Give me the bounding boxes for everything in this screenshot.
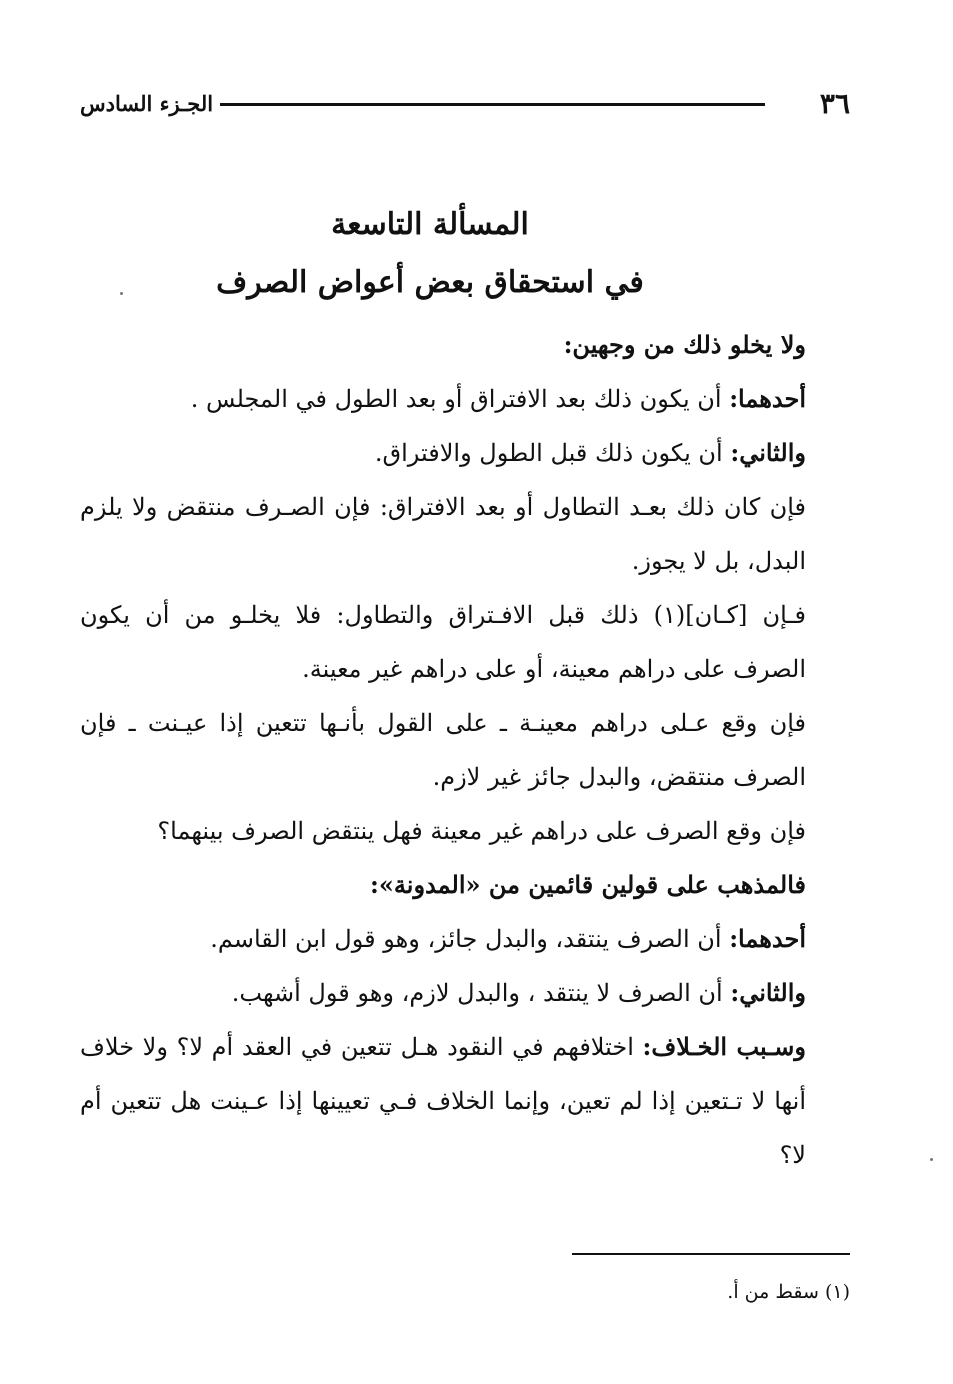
paragraph-first-case [80,372,850,426]
running-header [80,84,850,124]
paragraph-lead: أحدهما: [729,924,806,953]
footnote: (١) سقط من أ. [727,1281,850,1303]
paragraph-text: أن يكون ذلك قبل الطول والافتراق. [374,439,731,467]
paragraph-lead: أحدهما: [729,384,806,413]
paragraph-before-separation [80,588,850,696]
paragraph-text: أن يكون ذلك بعد الافتراق أو بعد الطول في المجلس . [190,385,730,413]
paragraph-lead: وسـبب الخـلاف: [642,1032,806,1061]
issue-title: المسألة التاسعة [331,207,529,242]
paragraph-text: فإن وقع عـلى دراهم معينـة ـ على القول بأنـها تتعين إذا عيـنت ـ فإن الصرف منتقض، والبدل جائز غير لازم. [80,709,807,791]
paragraph-opinion-one [80,912,850,966]
paragraph-text: ولا يخلو ذلك من وجهين: [563,330,806,359]
paragraph-reason-of-dispute [80,1020,850,1182]
paragraph-text: اختلافهم في النقود هـل تتعين في العقد أم لا؟ ولا خلاف أنها لا تـتعين إذا لم تعين، وإنما الخلاف فـي تعيينها إذا عـينت هل تتعين أم لا؟ [80,1033,806,1169]
paragraph-second-case [80,426,850,480]
part-title: الجـزء السادس [80,91,214,116]
paragraph-two-opinions [80,858,850,912]
paragraph-lead: والثاني: [730,978,806,1007]
body-text [80,318,850,1182]
paragraph-text: فإن كان ذلك بعـد التطاول أو بعد الافتراق: فإن الصـرف منتقض ولا يلزم البدل، بل لا يجوز. [80,493,806,575]
page-number: ٣٦ [819,87,850,120]
paragraph-unspecified-dirhams [80,804,850,858]
issue-headings [150,196,710,312]
header-rule [220,103,765,106]
paragraph-text: أن الصرف لا ينتقد ، والبدل لازم، وهو قول أشهب. [231,979,731,1007]
paragraph-after-separation [80,480,850,588]
paragraph-opinion-two [80,966,850,1020]
scan-speck [930,1158,933,1161]
scan-speck [120,292,123,295]
paragraph-text: فإن وقع الصرف على دراهم غير معينة فهل ينتقض الصرف بينهما؟ [157,817,806,845]
paragraph-text: أن الصرف ينتقد، والبدل جائز، وهو قول ابن القاسم. [210,925,730,953]
paragraph-text: فـإن [كـان](١) ذلك قبل الافـتراق والتطاول: فلا يخلـو من أن يكون الصرف على دراهم معينة، أو على دراهم غير معينة. [80,601,806,683]
footnote-rule [572,1253,850,1255]
paragraph-intro [80,318,850,372]
paragraph-lead: والثاني: [730,438,806,467]
paragraph-text: فالمذهب على قولين قائمين من «المدونة»: [370,870,806,899]
paragraph-specified-dirhams [80,696,850,804]
issue-subtitle: في استحقاق بعض أعواض الصرف [216,265,644,300]
